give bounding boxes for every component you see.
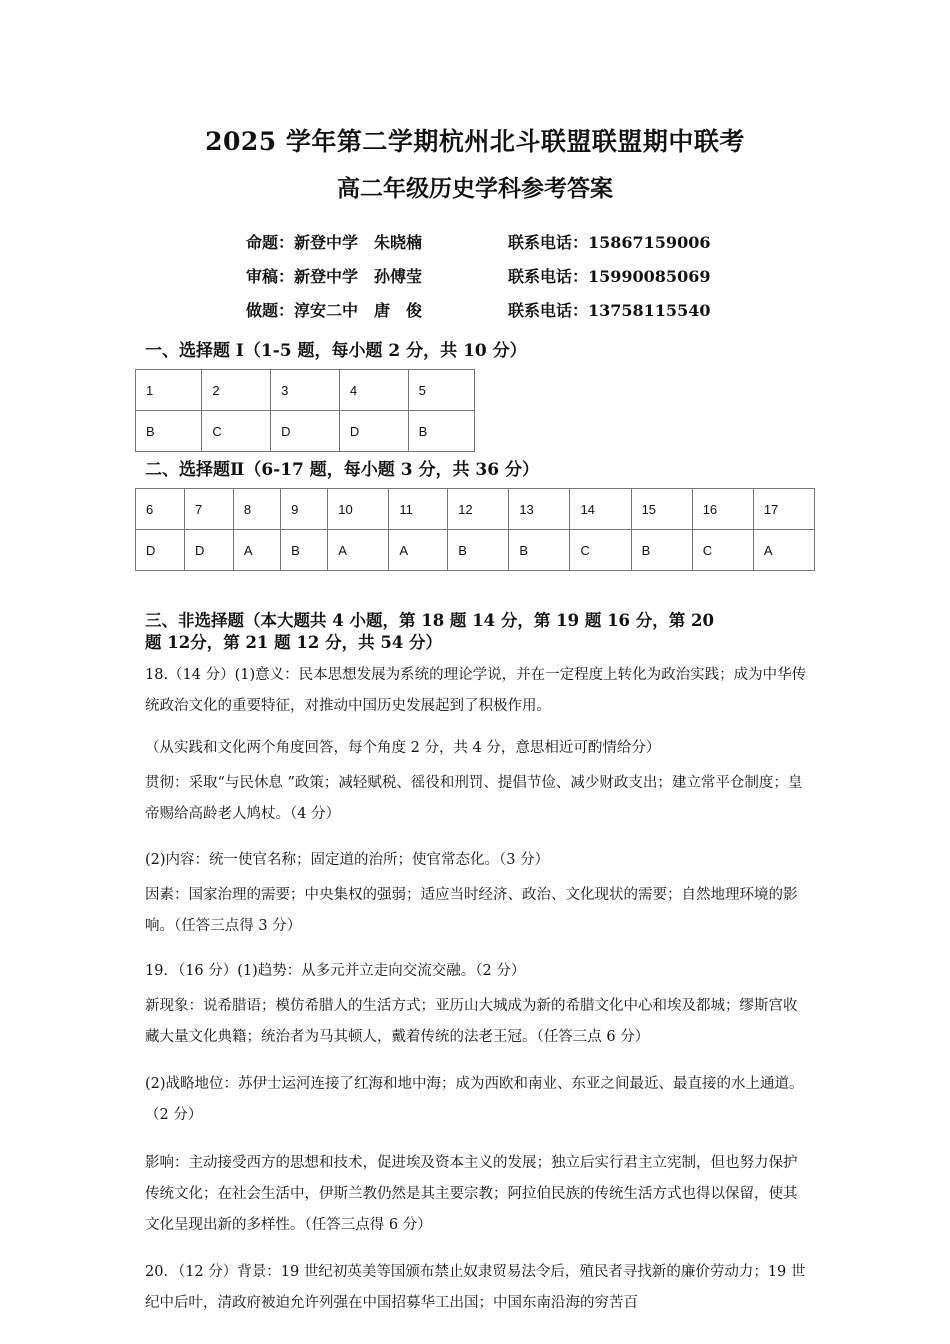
credits-block (246, 230, 710, 332)
table-cell: 1 (136, 370, 202, 411)
credit-row (246, 230, 710, 264)
q19-answer-p4 (145, 1148, 811, 1241)
section3-heading-line1: 三、非选择题（本大题共 4 小题，第 18 题 14 分，第 19 题 16 分，第 20 (145, 611, 714, 630)
table-row (136, 411, 475, 452)
table-cell: D (136, 530, 185, 571)
table-cell: 5 (408, 370, 474, 411)
table-cell: 17 (753, 489, 814, 530)
q18-answer-p5 (145, 880, 811, 942)
paragraph: 贯彻：采取“与民休息 ”政策；减轻赋税、徭役和刑罚、提倡节俭、减少财政支出；建立常平仓制度；皇帝赐给高龄老人鸠杖。（4 分） (145, 775, 803, 822)
table-cell: A (753, 530, 814, 571)
table-cell: 7 (184, 489, 233, 530)
table-cell: A (389, 530, 448, 571)
page-subtitle: 高二年级历史学科参考答案 (337, 175, 613, 202)
credit-role: 命题：新登中学 朱晓楠 (246, 233, 423, 252)
credit-phone: 联系电话：15990085069 (508, 267, 711, 286)
paragraph: 影响：主动接受西方的思想和技术，促进埃及资本主义的发展；独立后实行君主立宪制，但也努力保护传统文化；在社会生活中，伊斯兰教仍然是其主要宗教；阿拉伯民族的传统生活方式也得以保留，使其文化呈现出新的多样性。（任答三点得 6 分） (145, 1155, 798, 1233)
table-cell: A (328, 530, 389, 571)
table-row (136, 530, 815, 571)
table-cell: D (184, 530, 233, 571)
paragraph: 新现象：说希腊语；模仿希腊人的生活方式；亚历山大城成为新的希腊文化中心和埃及都城；缪斯宫收藏大量文化典籍；统治者为马其顿人，戴着传统的法老王冠。（任答三点 6 分） (145, 998, 798, 1045)
table-cell: 12 (448, 489, 509, 530)
table-cell: B (509, 530, 570, 571)
table-cell: B (136, 411, 202, 452)
table-cell: 6 (136, 489, 185, 530)
table-cell: 14 (570, 489, 631, 530)
q19-answer-p3 (145, 1069, 811, 1131)
credit-phone: 联系电话：13758115540 (508, 301, 711, 320)
section2-answer-table (135, 488, 815, 571)
section3-heading (145, 610, 714, 654)
credit-role: 做题：淳安二中 唐 俊 (246, 301, 423, 320)
table-cell: C (570, 530, 631, 571)
credit-row (246, 298, 710, 332)
section3-heading-line2: 题 12分，第 21 题 12 分，共 54 分） (145, 633, 443, 652)
paragraph: (2)内容：统一使官名称；固定道的治所；使官常态化。（3 分） (145, 852, 550, 868)
table-cell: B (448, 530, 509, 571)
table-cell: C (202, 411, 271, 452)
q18-answer-p1 (145, 660, 811, 722)
table-cell: C (692, 530, 753, 571)
table-cell: 16 (692, 489, 753, 530)
q19-answer-p1 (145, 956, 811, 987)
credit-phone: 联系电话：15867159006 (508, 233, 711, 252)
table-cell: B (631, 530, 692, 571)
table-cell: 3 (271, 370, 340, 411)
q18-answer-p2 (145, 733, 811, 764)
table-cell: B (281, 530, 328, 571)
paragraph: 19．（16 分）(1)趋势：从多元并立走向交流交融。（2 分） (145, 963, 526, 979)
paragraph: 因素：国家治理的需要；中央集权的强弱；适应当时经济、政治、文化现状的需要；自然地理环境的影响。（任答三点得 3 分） (145, 887, 798, 934)
table-cell: 4 (339, 370, 408, 411)
paragraph: 20．（12 分）背景：19 世纪初英美等国颁布禁止奴隶贸易法令后，殖民者寻找新的廉价劳动力；19 世纪中后叶，清政府被迫允许列强在中国招募华工出国；中国东南沿海的穷苦百 (145, 1264, 806, 1311)
table-cell: 15 (631, 489, 692, 530)
credit-role: 审稿：新登中学 孙傅莹 (246, 267, 423, 286)
table-cell: 9 (281, 489, 328, 530)
table-cell: 13 (509, 489, 570, 530)
paragraph: (2)战略地位：苏伊士运河连接了红海和地中海；成为西欧和南业、东亚之间最近、最直接的水上通道。（2 分） (145, 1076, 804, 1123)
page-title: 2025 学年第二学期杭州北斗联盟联盟期中联考 (205, 127, 745, 156)
q18-answer-p4 (145, 845, 811, 876)
table-cell: D (271, 411, 340, 452)
paragraph: 18.（14 分）(1)意义：民本思想发展为系统的理论学说，并在一定程度上转化为政治实践；成为中华传统政治文化的重要特征，对推动中国历史发展起到了积极作用。 (145, 667, 807, 714)
q20-answer-p1 (145, 1257, 811, 1319)
section2-heading: 二、选择题Ⅱ（6-17 题，每小题 3 分，共 36 分） (145, 460, 539, 480)
section1-answer-table (135, 369, 475, 452)
table-cell: 11 (389, 489, 448, 530)
table-cell: B (408, 411, 474, 452)
q19-answer-p2 (145, 991, 811, 1053)
paragraph: （从实践和文化两个角度回答，每个角度 2 分，共 4 分，意思相近可酌情给分） (145, 740, 661, 756)
q18-answer-p3 (145, 768, 811, 830)
table-cell: A (233, 530, 280, 571)
table-cell: 10 (328, 489, 389, 530)
credit-row (246, 264, 710, 298)
table-row (136, 370, 475, 411)
table-cell: 8 (233, 489, 280, 530)
table-cell: D (339, 411, 408, 452)
section1-heading: 一、选择题 I（1-5 题，每小题 2 分，共 10 分） (145, 341, 527, 361)
table-cell: 2 (202, 370, 271, 411)
table-row (136, 489, 815, 530)
